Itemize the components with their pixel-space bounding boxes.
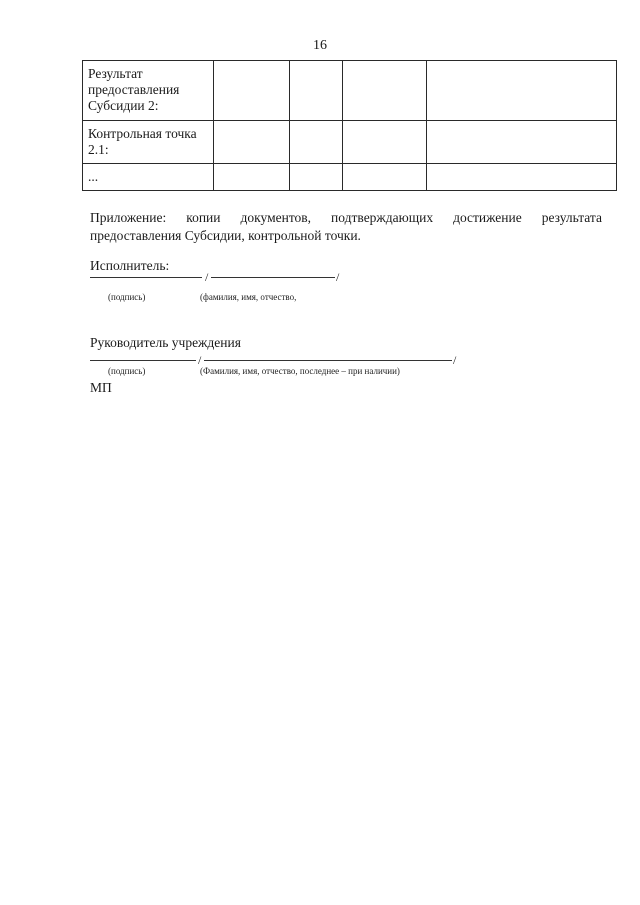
head-name-caption: (Фамилия, имя, отчество, последнее – при наличии)	[200, 366, 400, 376]
executor-name-line	[211, 277, 335, 278]
table-cell	[343, 164, 427, 191]
table-cell	[290, 121, 343, 164]
executor-name-caption: (фамилия, имя, отчество,	[200, 292, 297, 302]
page-number: 16	[313, 38, 327, 53]
table-cell	[214, 164, 290, 191]
table-cell	[290, 61, 343, 121]
results-table	[82, 60, 617, 191]
table-cell	[343, 61, 427, 121]
executor-signature-line	[90, 277, 202, 278]
table-cell	[290, 164, 343, 191]
separator-slash: /	[205, 270, 209, 284]
separator-slash: /	[453, 353, 457, 367]
table-cell	[214, 61, 290, 121]
executor-title: Исполнитель:	[90, 258, 170, 273]
table-cell	[427, 121, 617, 164]
separator-slash: /	[198, 353, 202, 367]
row-label: Результат предоставления Субсидии 2:	[83, 61, 214, 121]
table-row	[83, 164, 617, 191]
stamp-mark: МП	[90, 380, 112, 395]
table-row	[83, 121, 617, 164]
head-signature-line	[90, 360, 196, 361]
row-label: Контрольная точка 2.1:	[83, 121, 214, 164]
head-signature-caption: (подпись)	[108, 366, 146, 376]
attachment-text: Приложение: копии документов, подтверждающих достижение результата предоставления Субсидии, контрольной точки.	[90, 210, 602, 243]
table-cell	[343, 121, 427, 164]
table-cell	[427, 164, 617, 191]
row-label: ...	[83, 164, 214, 191]
head-title: Руководитель учреждения	[90, 335, 241, 350]
table-cell	[427, 61, 617, 121]
table-row	[83, 61, 617, 121]
separator-slash: /	[336, 270, 340, 284]
table-cell	[214, 121, 290, 164]
executor-signature-caption: (подпись)	[108, 292, 146, 302]
head-name-line	[204, 360, 452, 361]
